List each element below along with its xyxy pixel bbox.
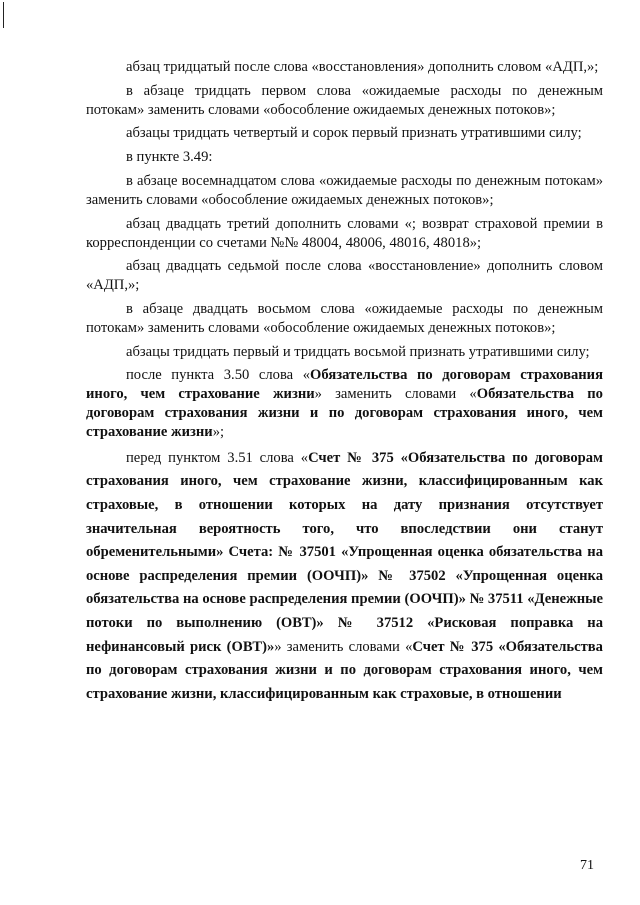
text-run: абзацы тридцать четвертый и сорок первый признать утратившими силу;	[126, 125, 582, 142]
text-run: в пункте 3.49:	[126, 149, 213, 166]
text-run: перед пунктом 3.51 слова «	[126, 449, 309, 466]
paragraph	[86, 82, 603, 120]
text-run: абзац двадцать третий дополнить словами «; возврат страховой премии в корреспонденции со счетами №№ 48004, 48006, 48016, 48018»;	[86, 215, 603, 251]
text-run: в абзаце восемнадцатом слова «ожидаемые расходы по денежным потокам» заменить словами «обособление ожидаемых денежных потоков»;	[86, 173, 603, 208]
text-run: в абзаце тридцать первом слова «ожидаемые расходы по денежным потокам» заменить словами «обособление ожидаемых денежных потоков»;	[86, 82, 603, 118]
paragraph	[86, 124, 603, 143]
text-run: абзац тридцатый после слова «восстановления» дополнить словом «АДП,»;	[126, 59, 599, 75]
text-run: »;	[212, 423, 225, 440]
paragraph	[86, 257, 603, 295]
paragraph	[86, 172, 603, 210]
scan-edge-mark	[3, 2, 4, 28]
paragraph	[86, 215, 603, 253]
bold-text-run: Счет № 375 «Обязательства по договорам страхования жизни и по договорам страхования иного, чем страхование жизни, классифицированным как страховые, в отношении	[86, 638, 603, 703]
paragraph	[86, 366, 603, 441]
bold-text-run: Обязательства по договорам страхования жизни и по договорам страхования иного, чем страхование жизни	[86, 386, 603, 440]
document-body	[86, 58, 603, 712]
text-run: » заменить словами «	[314, 386, 477, 403]
bold-text-run: Счет № 375 «Обязательства по договорам страхования иного, чем страхование жизни, классифицированным как страховые, в отношении которых на дату признания отсутствует значительная вероятность того, что впоследствии они станут обременительными» Счета: № 37501 «Упрощенная оценка обязательства на основе распределения премии (ООЧП)» № 37502 «Упрощенная оценка обязательства на основе распределения премии (ООЧП)» № 37511 «Денежные потоки по выполнению (ОВТ)» № 37512 «Рисковая поправка на нефинансовый риск (ОВТ)»	[86, 449, 603, 655]
bold-text-run: Обязательства по договорам страхования иного, чем страхование жизни	[86, 367, 603, 403]
paragraph	[86, 447, 603, 707]
text-run: после пункта 3.50 слова «	[126, 367, 311, 384]
paragraph	[86, 58, 603, 77]
text-run: » заменить словами «	[274, 638, 413, 655]
paragraph	[86, 148, 603, 167]
text-run: в абзаце двадцать восьмом слова «ожидаемые расходы по денежным потокам» заменить словами «обособление ожидаемых денежных потоков»;	[86, 300, 603, 336]
paragraph	[86, 300, 603, 338]
page-number: 71	[580, 858, 594, 873]
paragraph	[86, 343, 603, 362]
text-run: абзацы тридцать первый и тридцать восьмой признать утратившими силу;	[126, 343, 590, 360]
text-run: абзац двадцать седьмой после слова «восстановление» дополнить словом «АДП,»;	[86, 258, 603, 294]
